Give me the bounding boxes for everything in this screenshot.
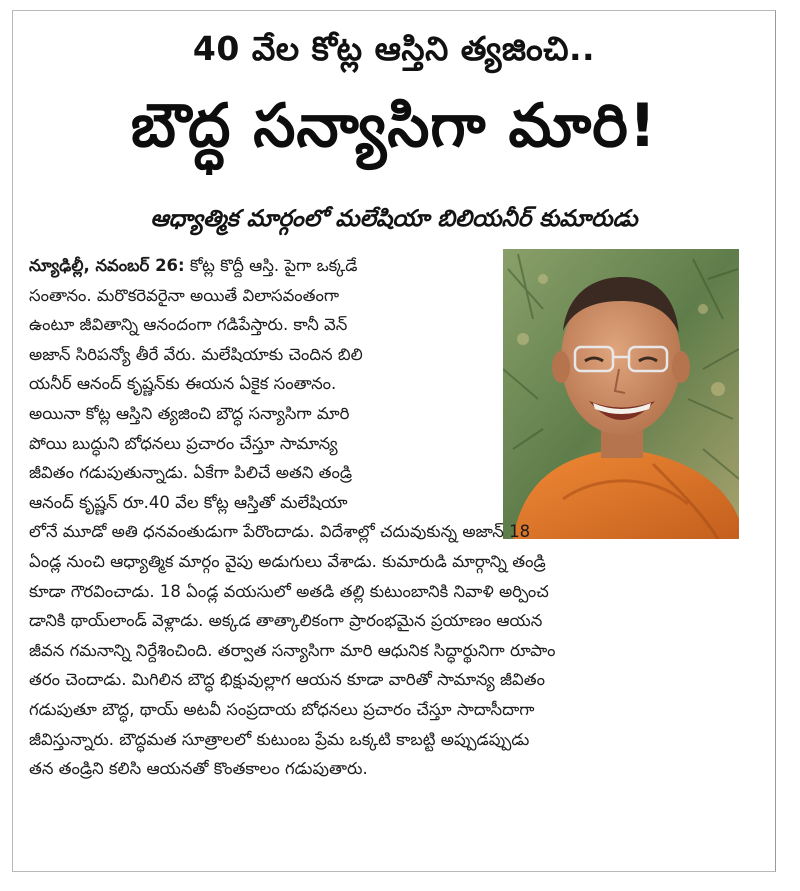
article-line: కూడా గౌరవించాడు. 18 ఏండ్ల వయసులో అతడి తల్లి కుటుంబానికి నివాళి అర్పించ bbox=[29, 581, 549, 601]
dateline: న్యూఢిల్లీ, నవంబర్ 26: bbox=[29, 256, 185, 275]
kicker-title: 40 వేల కోట్ల ఆస్తిని త్యజించి.. bbox=[192, 29, 596, 68]
article-line: గడుపుతూ బౌద్ధ, థాయ్ అటవీ సంప్రదాయ బోధనలు ప్రచారం చేస్తూ సాదాసీదాగా bbox=[29, 699, 535, 719]
newspaper-clipping bbox=[12, 10, 776, 872]
article-line: తన తండ్రిని కలిసి ఆయనతో కొంతకాలం గడుపుతారు. bbox=[29, 759, 368, 779]
article-line: అజాన్ సిరిపన్యో తీరే వేరు. మలేషియాకు చెందిన బిలి bbox=[29, 344, 363, 364]
article-body bbox=[29, 251, 741, 784]
article-line: ఉంటూ జీవితాన్ని ఆనందంగా గడిపేస్తారు. కానీ వెన్ bbox=[29, 315, 348, 335]
article-line: జీవితం గడుపుతున్నాడు. ఏకేగా పిలిచే అతని తండ్రి bbox=[29, 463, 353, 483]
article-line: సంతానం. మరొకరెవరైనా అయితే విలాసవంతంగా bbox=[29, 285, 340, 305]
article-line: జీవన గమనాన్ని నిర్దేశించింది. తర్వాత సన్యాసిగా మారి ఆధునిక సిద్ధార్థునిగా రూపాం bbox=[29, 640, 556, 660]
article-line: జీవిస్తున్నారు. బౌద్ధమత సూత్రాలలో కుటుంబ ప్రేమ ఒక్కటి కాబట్టి అప్పుడప్పుడు bbox=[29, 729, 530, 749]
article-line bbox=[29, 251, 491, 281]
article-line: అయినా కోట్ల ఆస్తిని త్యజించి బౌద్ధ సన్యాసిగా మారి bbox=[29, 403, 350, 423]
article-line: ఆనంద్ కృష్ణన్ రూ.40 వేల కోట్ల ఆస్తితో మలేషియా bbox=[29, 492, 348, 512]
article-line: యనీర్ ఆనంద్ కృష్ణన్‌కు ఈయన ఏకైక సంతానం. bbox=[29, 374, 337, 394]
headline: బౌద్ధ సన్యాసిగా మారి! bbox=[130, 91, 658, 161]
article-line: డానికి థాయ్‌లాండ్ వెళ్లాడు. అక్కడ తాత్కాలికంగా ప్రారంభమైన ప్రయాణం ఆయన bbox=[29, 611, 543, 631]
article-line: తరం చెందాడు. మిగిలిన బౌద్ధ భిక్షువుల్లాగ ఆయన కూడా వారితో సామాన్య జీవితం bbox=[29, 670, 545, 690]
article-line-text: కోట్ల కొద్దీ ఆస్తి. పైగా ఒక్కడే bbox=[184, 256, 358, 275]
subheadline: ఆధ్యాత్మిక మార్గంలో మలేషియా బిలియనీర్ కుమారుడు bbox=[150, 206, 638, 232]
article-line: లోనే మూడో అతి ధనవంతుడుగా పేరొందాడు. విదేశాల్లో చదువుకున్న అజాన్ 18 bbox=[29, 522, 531, 542]
article-line: ఏండ్ల నుంచి ఆధ్యాత్మిక మార్గం వైపు అడుగులు వేశాడు. కుమారుడి మార్గాన్ని తండ్రి bbox=[29, 551, 546, 571]
article-line: పోయి బుద్ధుని బోధనలు ప్రచారం చేస్తూ సామాన్య bbox=[29, 433, 338, 453]
